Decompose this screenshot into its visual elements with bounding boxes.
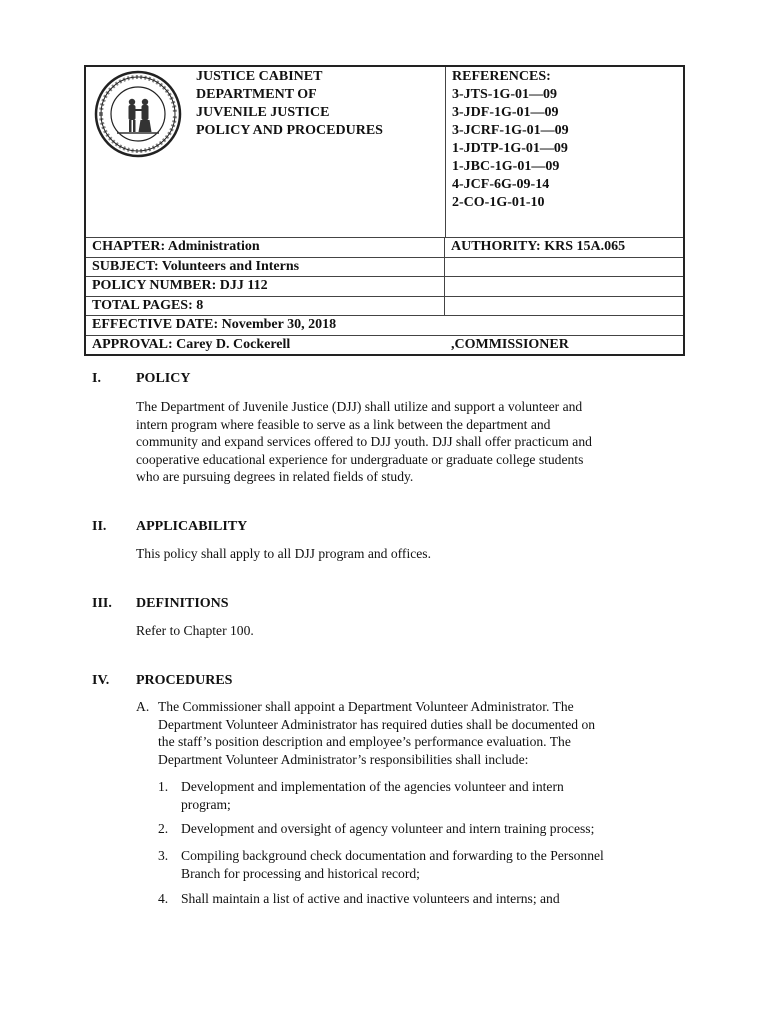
- definitions-text: Refer to Chapter 100.: [136, 623, 254, 638]
- item-marker: 2.: [158, 821, 169, 836]
- policy-number-row: [86, 277, 683, 297]
- reference-item: 1-JDTP-1G-01—09: [452, 141, 568, 156]
- approval: APPROVAL: Carey D. Cockerell: [92, 336, 291, 352]
- reference-item: 3-JDF-1G-01—09: [452, 105, 559, 120]
- text-line: Shall maintain a list of active and inactive volunteers and interns; and: [181, 891, 560, 906]
- agency-name: [196, 68, 383, 140]
- text-line: cooperative educational experience for undergraduate or graduate college students: [136, 451, 584, 467]
- item-text: [181, 847, 604, 882]
- header-top-row: [86, 67, 683, 238]
- item-marker: 3.: [158, 848, 169, 863]
- item-marker: 1.: [158, 779, 169, 794]
- section-number: I.: [92, 371, 101, 386]
- section-title-procedures: PROCEDURES: [136, 673, 233, 688]
- references-cell: [446, 67, 683, 237]
- text-line: The Commissioner shall appoint a Department Volunteer Administrator. The: [158, 699, 574, 714]
- section-title-applicability: APPLICABILITY: [136, 519, 248, 534]
- agency-line: JUSTICE CABINET: [196, 69, 323, 84]
- references-label: REFERENCES:: [452, 69, 551, 84]
- text-line: who are pursuing degrees in related fields of study.: [136, 469, 414, 485]
- reference-item: 4-JCF-6G-09-14: [452, 177, 550, 192]
- text-line: Compiling background check documentation and forwarding to the Personnel: [181, 848, 604, 863]
- section-number: III.: [92, 596, 112, 611]
- effective-date-row: [86, 316, 683, 336]
- authority: AUTHORITY: KRS 15A.065: [451, 239, 626, 254]
- section-number: II.: [92, 519, 107, 534]
- policy-paragraph: [136, 398, 686, 486]
- kentucky-seal-icon: [93, 69, 183, 159]
- applicability-text: This policy shall apply to all DJJ program and offices.: [136, 546, 431, 561]
- commissioner-title: ,COMMISSIONER: [451, 336, 569, 352]
- agency-line: JUVENILE JUSTICE: [196, 105, 330, 120]
- item-text: [181, 778, 564, 813]
- empty-cell: [445, 258, 683, 277]
- text-line: Branch for processing and historical record;: [181, 865, 420, 881]
- effective-date: EFFECTIVE DATE: November 30, 2018: [92, 317, 337, 332]
- total-pages: TOTAL PAGES: 8: [86, 297, 445, 316]
- section-title-policy: POLICY: [136, 371, 191, 386]
- section-title-definitions: DEFINITIONS: [136, 596, 229, 611]
- reference-item: 2-CO-1G-01-10: [452, 195, 545, 210]
- subject: SUBJECT: Volunteers and Interns: [86, 258, 445, 277]
- subject-row: [86, 258, 683, 278]
- text-line: program;: [181, 796, 231, 812]
- item-marker: 4.: [158, 891, 169, 906]
- empty-cell: [445, 316, 683, 335]
- item-text: [181, 890, 560, 908]
- text-line: Department Volunteer Administrator’s responsibilities shall include:: [158, 751, 529, 767]
- empty-cell: [445, 297, 683, 316]
- text-line: community and expand services offered to DJJ youth. DJJ shall offer practicum and: [136, 434, 592, 450]
- text-line: the staff’s position description and employee’s performance evaluation. The: [158, 734, 571, 750]
- agency-line: POLICY AND PROCEDURES: [196, 123, 383, 138]
- text-line: Department Volunteer Administrator has required duties shall be documented on: [158, 716, 596, 732]
- agency-cell: [86, 67, 446, 237]
- chapter: CHAPTER: Administration: [86, 238, 445, 257]
- text-line: Development and implementation of the agencies volunteer and intern: [181, 779, 564, 794]
- total-pages-row: [86, 297, 683, 317]
- item-marker: A.: [136, 699, 150, 714]
- empty-cell: [445, 277, 683, 296]
- section-number: IV.: [92, 673, 110, 688]
- agency-line: DEPARTMENT OF: [196, 87, 317, 102]
- text-line: The Department of Juvenile Justice (DJJ) shall utilize and support a volunteer and: [136, 399, 583, 414]
- policy-header-table: [84, 65, 685, 356]
- reference-item: 3-JCRF-1G-01—09: [452, 123, 569, 138]
- approval-row: [86, 336, 683, 355]
- chapter-row: [86, 238, 683, 258]
- policy-number: POLICY NUMBER: DJJ 112: [86, 277, 445, 296]
- text-line: Development and oversight of agency volunteer and intern training process;: [181, 821, 595, 836]
- reference-item: 3-JTS-1G-01—09: [452, 87, 557, 102]
- reference-item: 1-JBC-1G-01—09: [452, 159, 560, 174]
- text-line: intern program where feasible to serve as a link between the department and: [136, 416, 551, 432]
- item-text: [158, 698, 595, 768]
- item-text: [181, 820, 594, 838]
